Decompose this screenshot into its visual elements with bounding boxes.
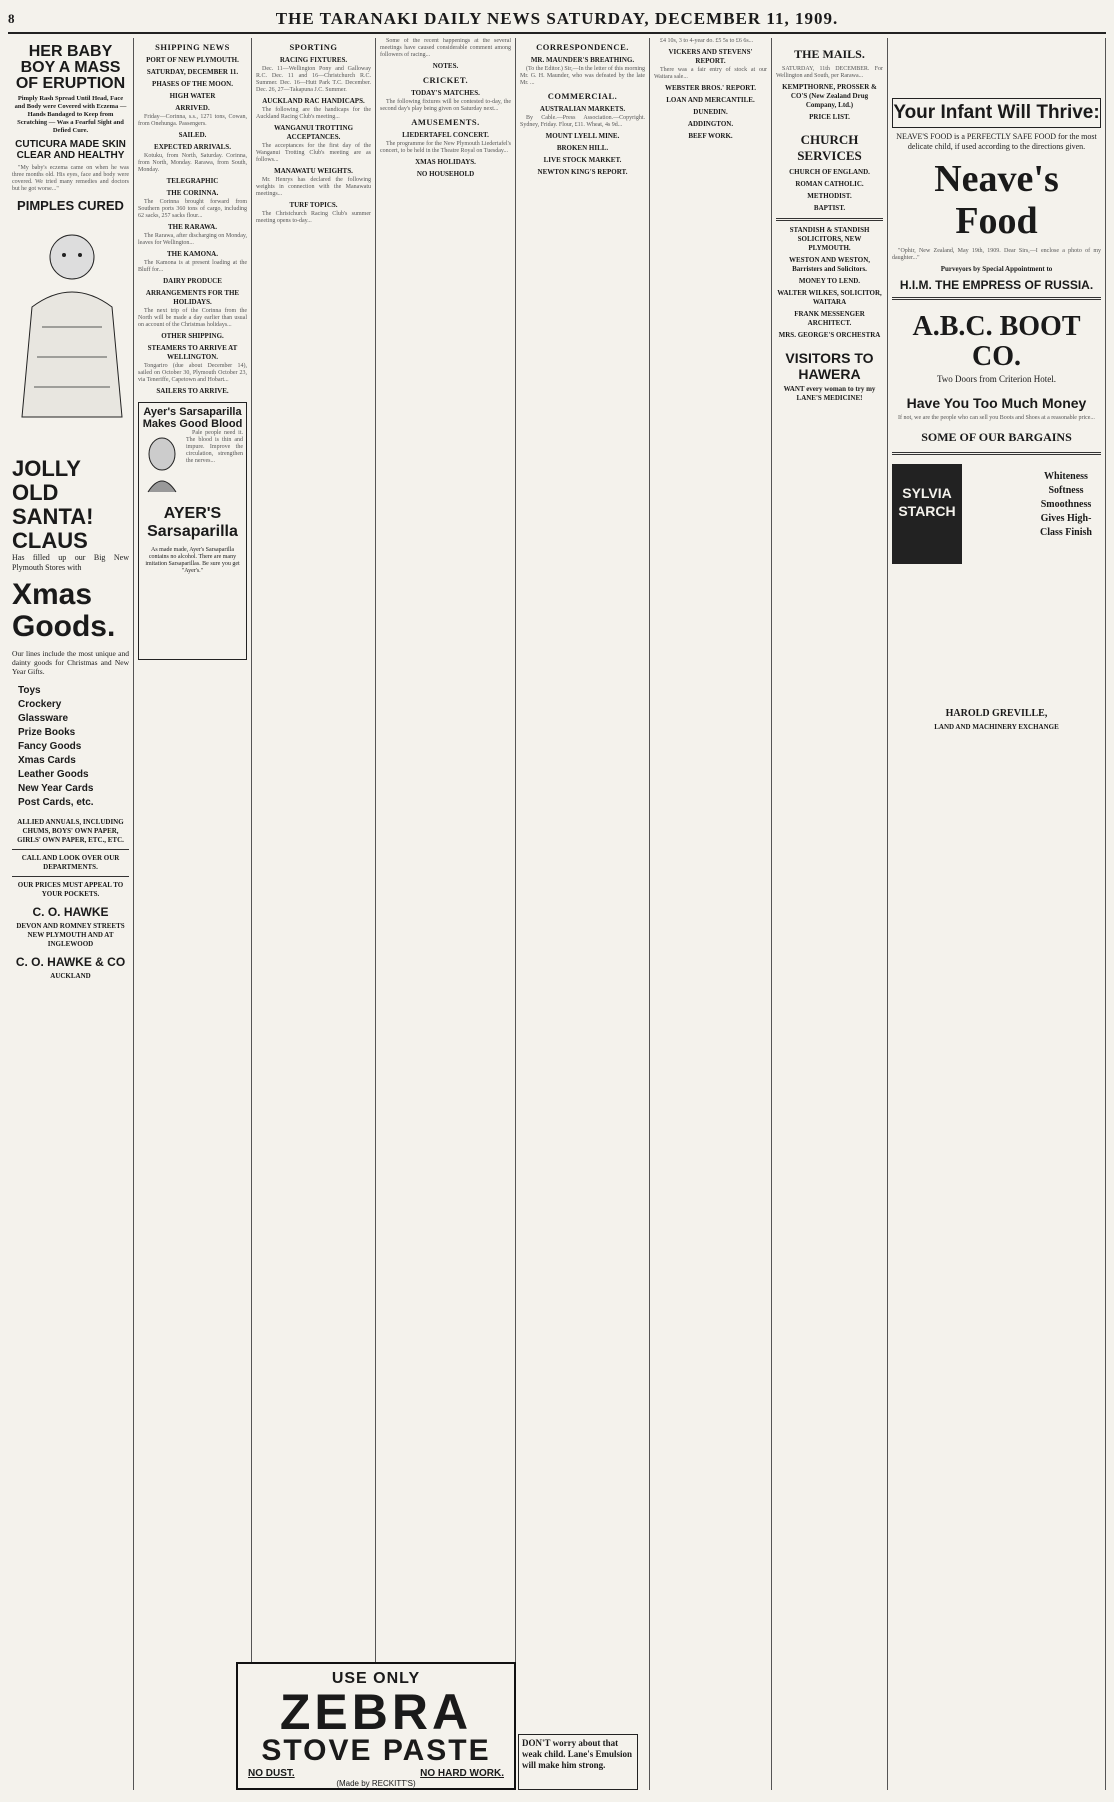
manawatu-heading: MANAWATU WEIGHTS.	[274, 167, 353, 175]
turf-topics-heading: TURF TOPICS.	[289, 201, 338, 209]
kempthorne-price-list: PRICE LIST.	[809, 113, 850, 121]
hawke-co-name: C. O. HAWKE & CO	[15, 955, 126, 969]
starch-side-text: Whiteness Softness Smoothness Gives High-Class Finish	[1040, 471, 1092, 538]
ayers-headline: Ayer's Sarsaparilla Makes Good Blood	[142, 406, 243, 430]
column-2-shipping	[134, 38, 252, 1790]
goods-item: Glassware	[18, 713, 69, 724]
greville-name: HAROLD GREVILLE,	[945, 708, 1048, 719]
visitors-hawera: VISITORS TO HAWERA	[785, 350, 874, 382]
zebra-no-hard-work: NO HARD WORK.	[420, 1768, 504, 1779]
sporting-heading: SPORTING	[289, 42, 338, 52]
shipping-heading: SHIPPING NEWS	[155, 42, 230, 52]
column-6-reports	[650, 38, 772, 1790]
neave-testimonial: "Ophir, New Zealand, May 19th, 1909. Dear Sirs,—I enclose a photo of my daughter..."	[892, 248, 1101, 261]
column-3-sporting	[252, 38, 376, 1790]
allied-annuals: ALLIED ANNUALS, INCLUDING CHUMS, BOYS' OWN PAPER, GIRLS' OWN PAPER, ETC., ETC.	[17, 818, 124, 844]
santa-subtext: Has filled up our Big New Plymouth Stores with	[12, 553, 129, 572]
auckland-handicaps-heading: AUCKLAND RAC HANDICAPS.	[262, 97, 365, 105]
correspondence-heading: CORRESPONDENCE.	[536, 42, 629, 52]
baby-eruption-subhead: Pimply Rash Spread Until Head, Face and Body were Covered with Eczema — Hands Bandaged to Keep from Scratching — Was a Fearful Sight and Defied Cure.	[14, 95, 127, 134]
newton-king-heading: NEWTON KING'S REPORT.	[537, 168, 628, 176]
shipping-text: The Rarawa, after discharging on Monday, leaves for Wellington...	[138, 233, 247, 246]
masthead-title: THE TARANAKI DAILY NEWS SATURDAY, DECEMBER 11, 1909.	[275, 9, 839, 28]
article-text: Some of the recent happenings at the several meetings have caused considerable comment among followers of racing...	[380, 38, 511, 58]
zebra-made-by: (Made by RECKITT'S)	[336, 1779, 416, 1788]
lanes-medicine: WANT every woman to try my LANE'S MEDICINE!	[783, 385, 876, 402]
wanganui-heading: WANGANUI TROTTING ACCEPTANCES.	[273, 124, 354, 141]
holidays-heading: ARRANGEMENTS FOR THE HOLIDAYS.	[145, 289, 240, 306]
column-8-ads	[888, 38, 1106, 1790]
lanes-emulsion-ad: DON'T worry about that weak child. Lane's Emulsion will make him strong.	[518, 1734, 638, 1790]
shipping-text: The Corinna brought forward from Southern ports 360 tons of cargo, including 62 sacks, 257 sacks flour...	[138, 199, 247, 219]
zebra-no-dust: NO DUST.	[248, 1768, 295, 1779]
column-5-commercial	[516, 38, 650, 1790]
george-orchestra: MRS. GEORGE'S ORCHESTRA	[778, 331, 881, 339]
maunder-heading: MR. MAUNDER'S BREATHING.	[530, 56, 635, 64]
addington-heading: ADDINGTON.	[687, 120, 734, 128]
ayers-sarsaparilla-ad	[138, 402, 247, 660]
corinna-heading: THE CORINNA.	[166, 189, 219, 197]
shipping-text: Friday—Corinna, s.s., 1271 tons, Cowan, from Onehunga. Passengers.	[138, 114, 247, 127]
other-shipping-heading: OTHER SHIPPING.	[161, 332, 224, 340]
beef-heading: BEEF WORK.	[688, 132, 733, 140]
xmas-goods-subtext: Our lines include the most unique and dainty goods for Christmas and New Year Gifts.	[12, 649, 129, 676]
kamona-heading: THE KAMONA.	[167, 250, 218, 258]
article-text: SATURDAY, 11th DECEMBER. For Wellington and South, per Rarawa...	[776, 66, 883, 79]
greville-sub: LAND AND MACHINERY EXCHANGE	[934, 723, 1059, 731]
ayers-portrait-icon	[142, 434, 182, 494]
column-7-notices	[772, 38, 888, 1790]
call-look-over: CALL AND LOOK OVER OUR DEPARTMENTS.	[21, 854, 120, 871]
mails-heading: THE MAILS.	[794, 47, 865, 61]
purveyors-line: Purveyors by Special Appointment to	[940, 265, 1053, 273]
goods-list	[18, 684, 129, 810]
pimples-headline: PIMPLES CURED	[17, 198, 124, 213]
ayers-brand: AYER'S Sarsaparilla	[147, 505, 238, 540]
article-text: The following fixtures will be contested to-day, the second day's play being given on Saturday next...	[380, 99, 511, 112]
frank-messenger: FRANK MESSENGER ARCHITECT.	[794, 310, 865, 327]
cricket-heading: CRICKET.	[422, 75, 469, 85]
webster-heading: WEBSTER BROS.' REPORT.	[664, 84, 757, 92]
broken-hill-heading: BROKEN HILL.	[556, 144, 609, 152]
live-stock-heading: LIVE STOCK MARKET.	[543, 156, 622, 164]
zebra-product: STOVE PASTE	[261, 1734, 491, 1767]
infant-thrive-headline: Your Infant Will Thrive:	[892, 98, 1101, 128]
bargains-heading: SOME OF OUR BARGAINS	[921, 430, 1072, 444]
xmas-goods-headline: Xmas Goods.	[12, 578, 116, 643]
expected-heading: EXPECTED ARRIVALS.	[154, 143, 231, 151]
ayers-body: Pale people need it. The blood is thin and impure. Improve the circulation, strengthen the nerves...	[186, 430, 243, 464]
goods-item: Prize Books	[18, 727, 76, 738]
goods-item: Leather Goods	[18, 769, 89, 780]
arrived-heading: ARRIVED.	[175, 104, 210, 112]
too-much-money: Have You Too Much Money	[906, 395, 1087, 411]
shipping-text: The Kamona is at present loading at the Bluff for...	[138, 260, 247, 273]
walter-wilkes: WALTER WILKES, SOLICITOR, WAITARA	[777, 289, 882, 306]
money-to-lend: MONEY TO LEND.	[798, 277, 861, 285]
sporting-text: Dec. 11—Wellington Pony and Galloway R.C. Dec. 11 and 16—Christchurch R.C. Summer. Dec. 16—Hutt Park T.C. December. Dec. 26, 27—Takapuna J.C. Summer.	[256, 66, 371, 93]
baby-eruption-headline: HER BABY BOY A MASS OF ERUPTION	[15, 43, 126, 92]
methodist-heading: METHODIST.	[807, 192, 852, 200]
goods-item: Crockery	[18, 699, 62, 710]
newspaper-page	[8, 6, 1106, 1796]
hawke-address: DEVON AND ROMNEY STREETS NEW PLYMOUTH AND AT INGLEWOOD	[16, 922, 125, 948]
goods-item: Post Cards, etc.	[18, 797, 94, 808]
moon-phases: PHASES OF THE MOON.	[152, 80, 233, 88]
australian-markets-heading: AUSTRALIAN MARKETS.	[539, 105, 626, 113]
goods-item: Xmas Cards	[18, 755, 76, 766]
shipping-text: Tongariro (due about December 14), sailed on October 30, Plymouth October 23, via Teneriffe, Capetown and Hobart...	[138, 363, 247, 383]
port-name: PORT OF NEW PLYMOUTH.	[146, 56, 239, 64]
sporting-text: Mr. Henrys has declared the following weights in connection with the Manawatu meetings...	[256, 177, 371, 197]
cuticura-headline: CUTICURA MADE SKIN CLEAR AND HEALTHY	[15, 139, 126, 161]
article-text: The programme for the New Plymouth Liedertafel's concert, to be held in the Theatre Royal on Tuesday...	[380, 141, 511, 154]
article-text: By Cable.—Press Association.—Copyright. Sydney, Friday. Flour, £11. Wheat, 4s 9d...	[520, 115, 645, 128]
household-heading: NO HOUSEHOLD	[416, 170, 475, 178]
zebra-tagline-row	[238, 1766, 514, 1779]
kempthorne-heading: KEMPTHORNE, PROSSER & CO'S (New Zealand Drug Company, Ltd.)	[782, 83, 877, 109]
ad-body-text: "My baby's eczema came on when he was three months old. His eyes, face and body were covered. We tried many remedies and doctors but he got worse..."	[12, 165, 129, 192]
loan-heading: LOAN AND MERCANTILE.	[666, 96, 755, 104]
roman-catholic-heading: ROMAN CATHOLIC.	[795, 180, 864, 188]
church-england-heading: CHURCH OF ENGLAND.	[789, 168, 870, 176]
neaves-food-brand: Neave's Food	[934, 158, 1059, 242]
racing-fixtures-heading: RACING FIXTURES.	[279, 56, 348, 64]
abc-boot-co: A.B.C. BOOT CO.	[912, 311, 1081, 372]
shipping-text: Kotuku, from North, Saturday. Corinna, from North, Monday. Rarawa, from South, Monday.	[138, 153, 247, 173]
santa-headline: JOLLY OLD SANTA! CLAUS	[12, 456, 94, 553]
sailers-heading: SAILERS TO ARRIVE.	[156, 387, 229, 395]
starch-box: SYLVIA STARCH	[892, 464, 962, 564]
empress-russia: H.I.M. THE EMPRESS OF RUSSIA.	[899, 278, 1094, 292]
sporting-text: The Christchurch Racing Club's summer meeting opens to-day...	[256, 211, 371, 224]
article-text: There was a fair entry of stock at our Waitara sale...	[654, 67, 767, 80]
hawke-name: C. O. HAWKE	[32, 905, 109, 919]
commercial-heading: COMMERCIAL.	[547, 91, 618, 101]
church-services-heading: CHURCH SERVICES	[797, 132, 862, 163]
abc-body: If not, we are the people who can sell you Boots and Shoes at a reasonable price...	[898, 415, 1095, 421]
shipping-text: The next trip of the Corinna from the North will be made a day earlier than usual on account of the Christmas holidays...	[138, 308, 247, 328]
weston-notice: WESTON AND WESTON, Barristers and Solicitors.	[788, 256, 871, 273]
dairy-heading: DAIRY PRODUCE	[163, 277, 222, 285]
rarawa-heading: THE RARAWA.	[167, 223, 217, 231]
zebra-brand: ZEBRA	[279, 1684, 473, 1740]
sporting-text: The acceptances for the first day of the Wanganui Trotting Club's meeting are as follows...	[256, 143, 371, 163]
todays-matches-heading: TODAY'S MATCHES.	[411, 89, 480, 97]
page-number: 8	[8, 11, 16, 26]
mount-lyell-heading: MOUNT LYELL MINE.	[545, 132, 620, 140]
ayers-footer: As made made, Ayer's Sarsaparilla contains no alcohol. There are many imitation Sarsaparillas. Be sure you get "Ayer's."	[145, 547, 240, 574]
goods-item: New Year Cards	[18, 783, 94, 794]
neave-intro: NEAVE'S FOOD is a PERFECTLY SAFE FOOD for the most delicate child, if used according to the directions given.	[896, 132, 1097, 151]
zebra-use-only: USE ONLY	[331, 1670, 421, 1687]
article-text: £4 10s, 3 to 4-year do. £5 5s to £6 6s...	[660, 38, 754, 44]
steamers-heading: STEAMERS TO ARRIVE AT WELLINGTON.	[147, 344, 238, 361]
high-water: HIGH WATER	[169, 92, 216, 100]
baby-illustration	[12, 217, 129, 447]
goods-item: Fancy Goods	[18, 741, 82, 752]
amusements-heading: AMUSEMENTS.	[411, 117, 480, 127]
abc-address: Two Doors from Criterion Hotel.	[936, 374, 1057, 384]
sporting-text: The following are the handicaps for the Auckland Racing Club's meeting...	[256, 107, 371, 120]
shipping-date: SATURDAY, DECEMBER 11.	[146, 68, 239, 76]
xmas-holidays-heading: XMAS HOLIDAYS.	[415, 158, 476, 166]
vickers-heading: VICKERS AND STEVENS' REPORT.	[668, 48, 753, 65]
goods-item: Toys	[18, 685, 41, 696]
article-text: (To the Editor.) Sir,—In the letter of this morning Mr. G. H. Maunder, who was defeated by the late Mr. ...	[520, 66, 645, 86]
dunedin-heading: DUNEDIN.	[693, 108, 728, 116]
notes-heading: NOTES.	[432, 62, 459, 70]
masthead	[8, 6, 1106, 34]
column-4-cricket	[376, 38, 516, 1790]
standish-notice: STANDISH & STANDISH SOLICITORS, NEW PLYMOUTH.	[789, 226, 870, 252]
zebra-stove-paste-ad	[236, 1662, 516, 1790]
column-1-ads	[8, 38, 134, 1790]
baptist-heading: BAPTIST.	[813, 204, 846, 212]
sailed-heading: SAILED.	[178, 131, 207, 139]
telegraphic-heading: TELEGRAPHIC	[166, 177, 219, 185]
hawke-co-city: AUCKLAND	[50, 972, 91, 980]
starch-ad	[892, 460, 1101, 568]
prices-appeal: OUR PRICES MUST APPEAL TO YOUR POCKETS.	[17, 881, 124, 898]
liedertafel-heading: LIEDERTAFEL CONCERT.	[402, 131, 489, 139]
